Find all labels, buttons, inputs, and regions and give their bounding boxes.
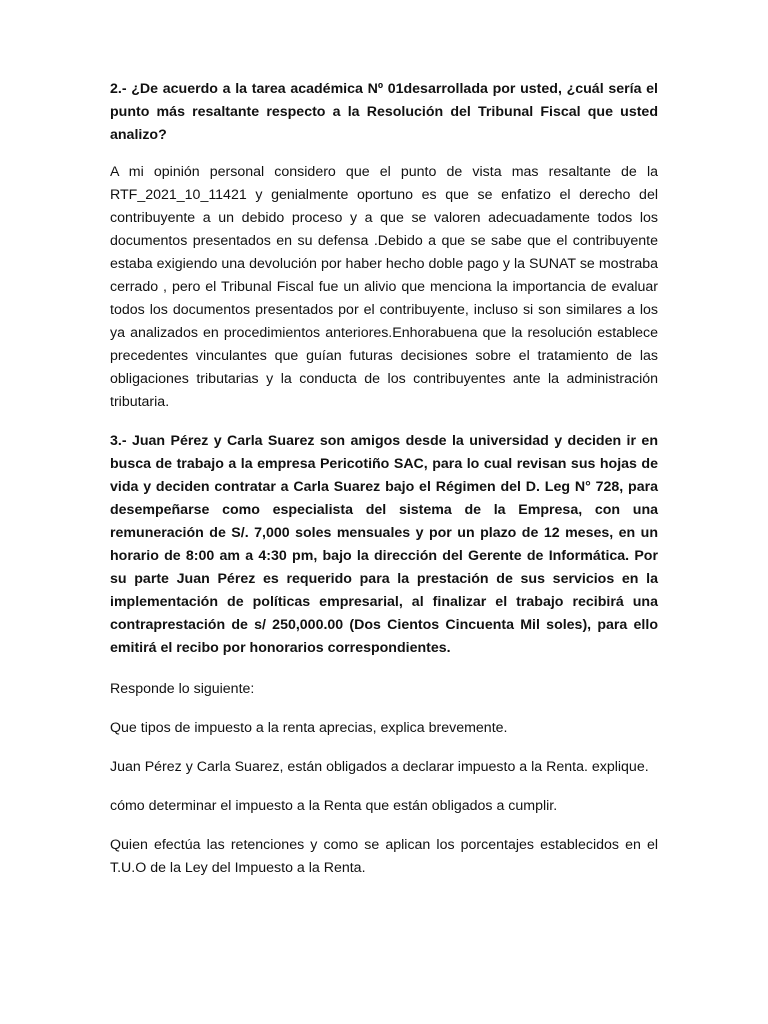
instructions-prompt: Responde lo siguiente: [110, 681, 255, 697]
sub-question-4: Quien efectúa las retenciones y como se aplican los porcentajes establecidos en el T.U.O de la Ley del Impuesto a la Renta. [110, 837, 658, 876]
document-page [110, 78, 658, 880]
answer-2: A mi opinión personal considero que el punto de vista mas resaltante de la RTF_2021_10_11421 y genialmente oportuno es que se enfatizo el derecho del contribuyente a un debido proceso y a que se valoren adecuadamente todos los documentos presentados en su defensa .Debido a que se sabe que el contribuyente estaba exigiendo una devolución por haber hecho doble pago y la SUNAT se mostraba cerrado , pero el Tribunal Fiscal fue un alivio que menciona la importancia de evaluar todos los documentos presentados por el contribuyente, incluso si son similares a los ya analizados en procedimientos anteriores.Enhorabuena que la resolución establece precedentes vinculantes que guían futuras decisiones sobre el tratamiento de las obligaciones tributarias y la conducta de los contribuyentes ante la administración tributaria. [110, 164, 658, 410]
sub-question-1: Que tipos de impuesto a la renta aprecias, explica brevemente. [110, 720, 508, 736]
question-3: 3.- Juan Pérez y Carla Suarez son amigos desde la universidad y deciden ir en busca de trabajo a la empresa Pericotiño SAC, para lo cual revisan sus hojas de vida y deciden contratar a Carla Suarez bajo el Régimen del D. Leg N° 728, para desempeñarse como especialista del sistema de la Empresa, con una remuneración de S/. 7,000 soles mensuales y por un plazo de 12 meses, en un horario de 8:00 am a 4:30 pm, bajo la dirección del Gerente de Informática. Por su parte Juan Pérez es requerido para la prestación de sus servicios en la implementación de políticas empresarial, al finalizar el trabajo recibirá una contraprestación de s/ 250,000.00 (Dos Cientos Cincuenta Mil soles), para ello emitirá el recibo por honorarios correspondientes. [110, 433, 658, 656]
question-2: 2.- ¿De acuerdo a la tarea académica Nº 01desarrollada por usted, ¿cuál sería el punto más resaltante respecto a la Resolución del Tribunal Fiscal que usted analizo? [110, 81, 658, 143]
sub-question-3: cómo determinar el impuesto a la Renta que están obligados a cumplir. [110, 798, 558, 814]
sub-question-2: Juan Pérez y Carla Suarez, están obligados a declarar impuesto a la Renta. explique. [110, 759, 649, 775]
